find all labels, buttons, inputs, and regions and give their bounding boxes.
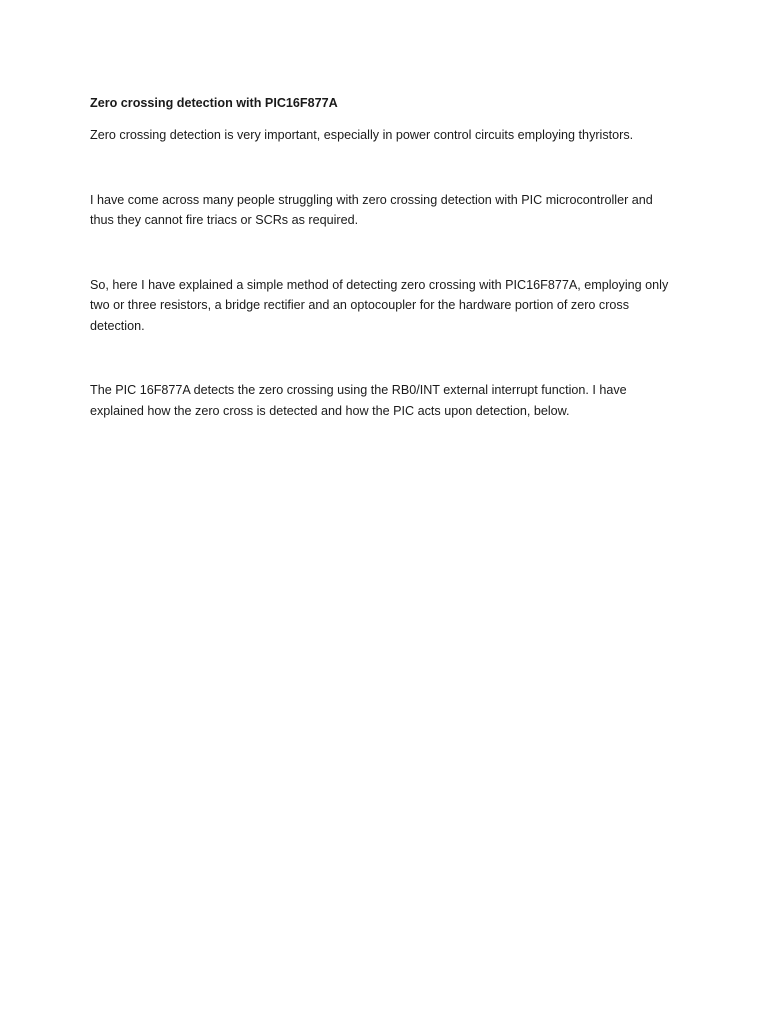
paragraph-2: I have come across many people struggling with zero crossing detection with PIC microcontroller and thus they cannot fire triacs or SCRs as required. [90, 192, 653, 227]
paragraph-4: The PIC 16F877A detects the zero crossing using the RB0/INT external interrupt function. I have explained how the zero cross is detected and how the PIC acts upon detection, below. [90, 383, 627, 418]
paragraph-3: So, here I have explained a simple method of detecting zero crossing with PIC16F877A, employing only two or three resistors, a bridge rectifier and an optocoupler for the hardware portion of zero cross detection. [90, 277, 669, 333]
document-title: Zero crossing detection with PIC16F877A [90, 96, 338, 110]
document-body [90, 93, 680, 421]
paragraph-1: Zero crossing detection is very important, especially in power control circuits employing thyristors. [90, 128, 634, 142]
